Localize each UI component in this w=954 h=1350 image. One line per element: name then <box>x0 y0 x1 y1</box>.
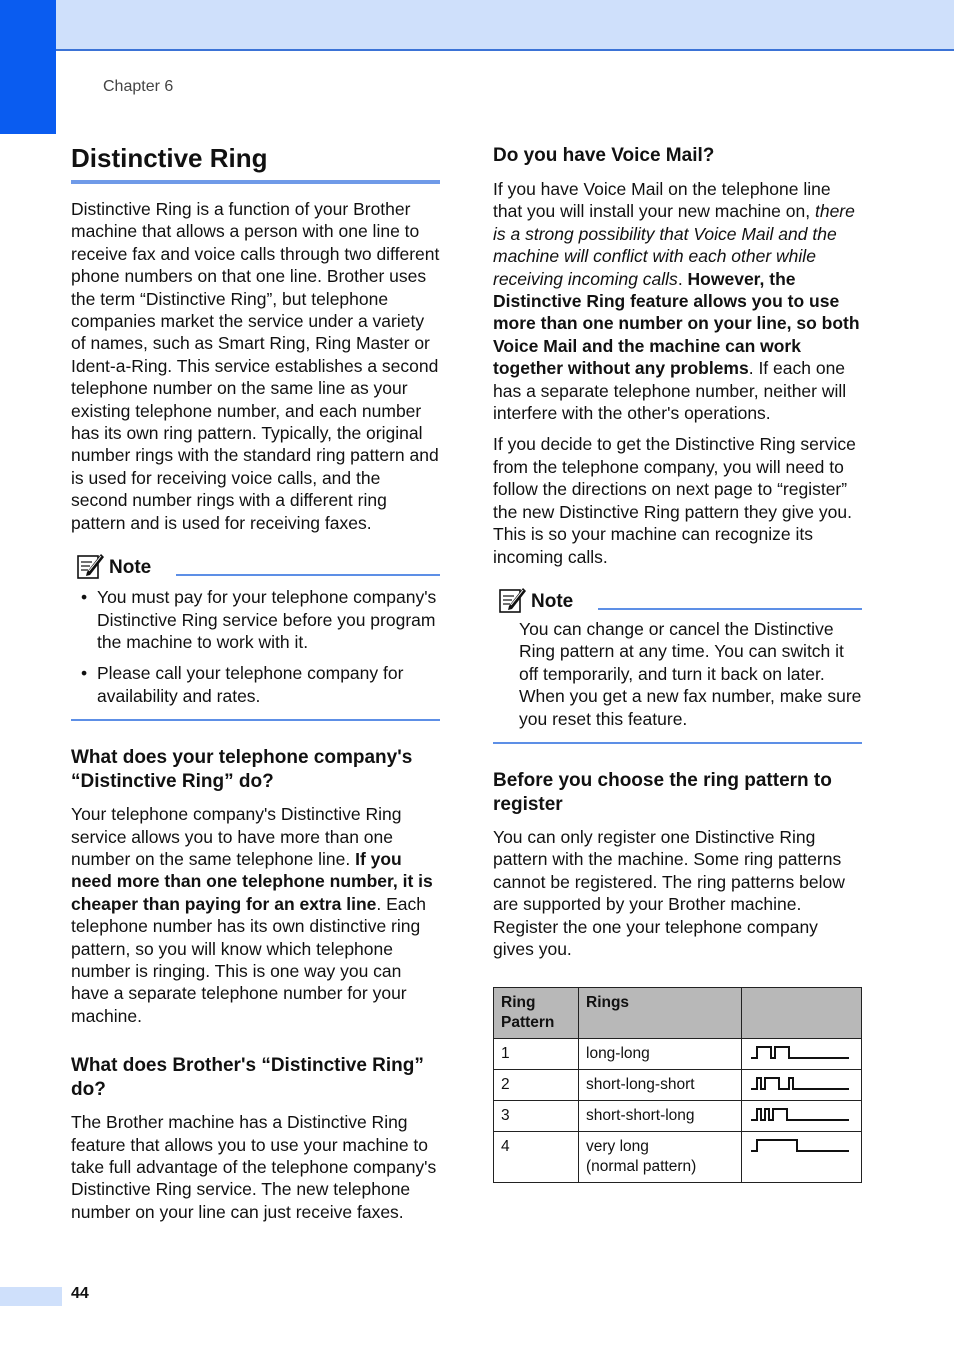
ring-wave-long-long-icon <box>749 1044 851 1062</box>
wave-cell <box>742 1070 862 1101</box>
wave-cell <box>742 1132 862 1183</box>
rings-description: long-long <box>579 1039 742 1070</box>
table-row <box>494 1070 862 1101</box>
telco-paragraph: Your telephone company's Distinctive Ring service allows you to have more than one number on the same telephone line. If you need more than one telephone number, it is cheaper than paying for an extra line. Each telephone number has its own distinctive ring pattern, so you will know which telephone number is ringing. This is one way you can have a separate telephone number for your machine. <box>71 804 433 1026</box>
pattern-number: 3 <box>494 1101 579 1132</box>
note-label: Note <box>531 590 574 612</box>
header-ring-pattern: Ring Pattern <box>494 988 579 1039</box>
section-heading-register: Before you choose the ring pattern to register <box>493 769 832 815</box>
note-divider <box>598 608 862 610</box>
page-number: 44 <box>71 1285 89 1302</box>
intro-paragraph: Distinctive Ring is a function of your Brother machine that allows a person with one line to receive fax and voice calls through two different phone numbers on that one line. Brother uses the term “Distinctive Ring”, but telephone companies market the service under a variety of names, such as Smart Ring, Ring Master or Ident-a-Ring. This service establishes a second telephone number on the same line as your existing telephone number, and each number has its own ring pattern. Typically, the original number rings with the standard ring pattern and is used for receiving voice calls, and the second number rings with a different ring pattern and is used for receiving faxes. <box>71 199 440 533</box>
voicemail-paragraph-2: If you decide to get the Distinctive Ring service from the telephone company, you will need to follow the directions on next page to “register” the new Distinctive Ring pattern they give you. This is so your machine can recognize its incoming calls. <box>493 434 856 567</box>
rings-description: short-short-long <box>579 1101 742 1132</box>
header-wave <box>742 988 862 1039</box>
note-header <box>493 582 862 614</box>
pattern-number: 1 <box>494 1039 579 1070</box>
note-text: You can change or cancel the Distinctive Ring pattern at any time. You can switch it off temporarily, and turn it back on later. When you get a new fax number, make sure you reset this feature. <box>519 618 862 729</box>
note-label: Note <box>109 557 152 579</box>
pattern-number: 2 <box>494 1070 579 1101</box>
voicemail-paragraph: If you have Voice Mail on the telephone line that you will install your new machine on, there is a strong possibility that Voice Mail and the machine will conflict with each other while receiving incoming calls. However, the Distinctive Ring feature allows you to use more than one number on your line, so both Voice Mail and the machine can work together without any problems. If each one has a separate telephone number, neither will interfere with the other's operations. <box>493 179 860 424</box>
note-pencil-icon <box>75 550 105 580</box>
note-item: • You must pay for your telephone company's Distinctive Ring service before you program the machine to work with it. <box>81 587 437 652</box>
table-row <box>494 1132 862 1183</box>
rings-description: short-long-short <box>579 1070 742 1101</box>
section-heading-telco: What does your telephone company's “Distinctive Ring” do? <box>71 747 413 793</box>
table-row <box>494 1039 862 1070</box>
ring-pattern-table <box>493 987 862 1183</box>
note-divider <box>176 574 440 576</box>
page-number-bar <box>0 1287 62 1306</box>
header-band <box>0 0 954 51</box>
section-heading-voicemail: Do you have Voice Mail? <box>493 145 715 166</box>
rings-description: very long (normal pattern) <box>579 1132 742 1183</box>
ring-wave-short-long-short-icon <box>749 1075 851 1093</box>
note-pencil-icon <box>497 584 527 614</box>
chapter-label: Chapter 6 <box>103 78 174 95</box>
pattern-number: 4 <box>494 1132 579 1183</box>
wave-cell <box>742 1039 862 1070</box>
left-column <box>71 142 440 1223</box>
right-column <box>493 144 862 1183</box>
ring-wave-short-short-long-icon <box>749 1106 851 1124</box>
page-title: Distinctive Ring <box>71 142 440 184</box>
note-list <box>71 586 440 707</box>
brother-paragraph: The Brother machine has a Distinctive Ring feature that allows you to use your machine to take full advantage of the telephone company's Distinctive Ring service. The new telephone number on your line can just receive faxes. <box>71 1112 437 1222</box>
ring-wave-very-long-icon <box>749 1137 851 1155</box>
chapter-tab-marker <box>0 0 56 134</box>
note-item: • Please call your telephone company for availability and rates. <box>81 663 404 706</box>
section-heading-brother: What does Brother's “Distinctive Ring” do? <box>71 1055 424 1101</box>
wave-cell <box>742 1101 862 1132</box>
register-paragraph: You can only register one Distinctive Ring pattern with the machine. Some ring patterns cannot be registered. The ring patterns below are supported by your Brother machine. Register the one your telephone company gives you. <box>493 826 845 959</box>
note-header <box>71 548 440 580</box>
table-row <box>494 1101 862 1132</box>
header-rings: Rings <box>579 988 742 1039</box>
table-header-row <box>494 988 862 1039</box>
